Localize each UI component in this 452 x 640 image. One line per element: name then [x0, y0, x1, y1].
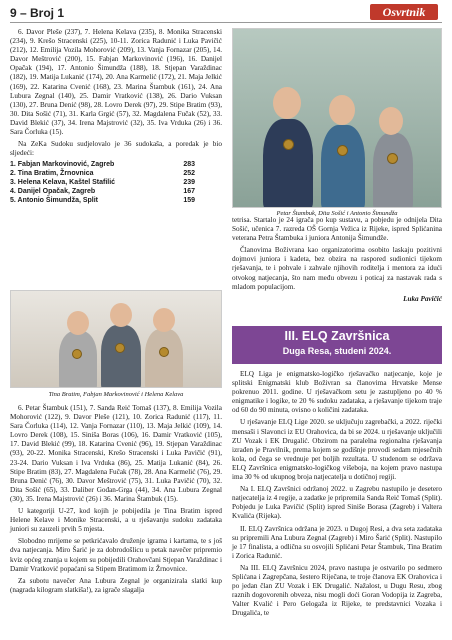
magazine-logo: Osvrtnik — [370, 4, 438, 20]
header-divider — [10, 22, 442, 23]
page-number: 9 – Broj 1 — [10, 6, 65, 20]
section-title-box — [232, 326, 442, 364]
tetris-intro-paragraph: Za subotu navečer Ana Lubura Zegnal je organizirala slatki kup (nagrada kilogram slatkiša!), za igrače slagalja — [10, 576, 222, 594]
winners-photo — [10, 290, 222, 388]
tetris-paragraph: tetrisa. Startalo je 24 igrača po kup sustavu, a pobjedu je odnijela Dita Sošić, učenica 7. razreda OŠ Gornja Vežica iz Rijeke, ispred Splićanina veterana Petra Štambuka i juniora Antonija Šimundže. — [232, 216, 442, 243]
ranking-row: 4. Danijel Opačak, Zagreb 167 — [10, 187, 195, 195]
sudoku-intro: Na ZeKa Sudoku sudjelovalo je 36 sudokaša, a poredak je bio sljedeći: — [10, 140, 222, 158]
junior-paragraph: U kategoriji U-27, kod kojih je pobijedila je Tina Bratim ispred Helene Kelave i Monike Stracenski, a u rješavanju sudoku zadataka juniori su zauzeli prvih 5 mjesta. — [10, 507, 222, 534]
ranking-row: 2. Tina Bratim, Žrnovnica 252 — [10, 170, 195, 178]
tetris-winners-photo — [232, 28, 442, 208]
right-column-upper — [232, 216, 442, 304]
page-header — [0, 0, 452, 24]
ranking-row: 5. Antonio Šimundža, Split 159 — [10, 196, 195, 204]
winners-photo-caption: Tina Bratim, Fabjan Markovinović i Helena Kelava — [48, 391, 184, 398]
left-column-upper — [10, 28, 222, 209]
social-paragraph: Slobodno mrijeme se petkrićavalo druženje igrama i kartama, te s još dva natjecanja. Miro Šarić je za dobrodošlicu u petak navečer pripremio kviz općeg znanja u kojem su pobijedili Orahovčani Stjepan Varaždinac i Damir Vratković popaćani sa Stipem Bratimom iz Žrnovnice. — [10, 537, 222, 573]
section-subtitle: Duga Resa, studeni 2024. — [282, 346, 392, 356]
right-column-lower — [232, 370, 442, 621]
organizer-paragraph: Članovima Boživrana kao organizatorima osobito laskaju pozitivni dojmovi juniora i kadeta, bez obzira na raspored sudionici tijekom rješavanja, te i pohvale i zahvale njihovih roditelja i mentora za idući otvokog natjecanja, što nam među obvezu i poticaj za nastavak rada s mladom populacijom. — [232, 246, 442, 291]
tetris-photo-caption: Petar Štambuk, Dita Sošić i Antonio Šimundža — [276, 210, 398, 217]
elq-history-paragraph: U rješavanje ELQ Lige 2020. se uključuju zagrebački, a 2022. riječki mensaši i Slavonci iz EU Orahovica, da bi se 2024. u rješavanje uključili ZU Vozak i EK Drugalić. Obzirom na paralelna regionalna rješavanja izrađen je Pravilnik, prema kojem se godišnje provodi sedam mjesečnih kola, od čega se vrednuje pet boljih rezultata. U studenom se održava ELQ Završnica enigmatsko-logičkog višeboja, na kojem pravo nastupa ima 30 % od ukupnog broja natjecatelja u dotičnoj regiji. — [232, 418, 442, 482]
ranking-row: 3. Helena Kelava, Kaštel Stafilić 239 — [10, 178, 195, 186]
elq-third-final-paragraph: Na III. ELQ Završnicu 2024, pravo nastupa je ostvarilo po sedmero Splićana i Zagrepčana, šestero Riječana, te troje članova EK Orahovica i po jedan član ZU Vozak i EK Drugalić. Nažalost, u Dugu Resu, zbog raznih dogovorenih obveza, nisu mogli doći Goran Vodopija iz Zagreba, Valter Kvalić i Pero Gelogaža iz Rijeke, te predstavnici Vozaka i Drugalića, te — [232, 563, 442, 618]
section-title: III. ELQ Završnica — [284, 329, 390, 343]
left-column-lower — [10, 404, 222, 598]
results-paragraph-1: 6. Davor Pleše (237), 7. Helena Kelava (235), 8. Monika Stracenski (234), 9. Krešo Stracenski (225), 10-11. Zorica Radunić i Luka Pavičić (212), 12. Emilija Vozila Mohorović (209), 13. Vanja Fornazar (205), 14. Davor Meštrović (200), 15. Fabjan Markovinović (196), 16. Danijel Opačak (194), 17. Antonio Šimundža (188), 18. Stjepan Varaždinac (182), 19. Matija Lukanić (174), 20. Ana Karmelić (172), 21. Maja Jelkić (169), 22. Katarina Cvenić (168), 23. Marina Štambuk (161), 24. Ana Lubura Zegnal (140), 25. Damir Vratković (138), 26. Dario Vuksan (130), 27. Bruna Denić (98), 28. Lovro Derek (97), 29. Stipe Bratim (93), 30. Dita Sošić (71), 31. Karla Grgić (57), 32. Magdalena Fučak (52), 33. David Blekić (37), 34. Irena Majstrović (32), 35. Iva Vrduka (26) i 36. Sara Čorluka (15). — [10, 28, 222, 137]
ranking-row: 1. Fabjan Markovinović, Zagreb 283 — [10, 161, 195, 169]
elq-intro-paragraph: ELQ Liga je enigmatsko-logičko rješavačko natjecanje, koje je splitski Enigmatski klub Boživran sa članovima Hrvatske Mense pokrenuo 2011. godine. U rješavačkom setu je zastupljeno po 40 % enigmatike i logike, te 20 % sudoku zadataka, a rješavanje tijekom traje od 60 do 90 minuta, ovisno o količini zadataka. — [232, 370, 442, 415]
article-author: Luka Pavičić — [403, 294, 442, 303]
elq-second-final-paragraph: II. ELQ Završnica održana je 2023. u Dugoj Resi, a dva seta zadataka su pripremili Ana Lubura Zegnal (Zagreb) i Miro Šarić (Split). Nastupilo je 17 finalista, a odlična su osvojili Splićani Petar Štambuk, Tina Bratim i Zorica Radunić. — [232, 524, 442, 560]
results-paragraph-2: 6. Petar Štambuk (151), 7. Sanda Reić Tomaš (137), 8. Emilija Vozila Mohorović (122), 9. Davor Pleše (121), 10. Zorica Radunić (117), 11. Sara Čorluka (114), 12. Vanja Fornazar (110), 13. Maja Jelkić (109), 14. Lovro Derek (108), 15. Siniša Boras (106), 16. Damir Vratković (105), 17. David Blekić (99), 18. Katarina Cvenić (96), 19. Stjepan Varaždinac (93), 20-22. Monika Stracenski, Krešo Stracenski i Luka Pavičić (91), 23-24. Dario Vuksan i Iva Vrduka (86), 25. Matija Lukanić (84), 26. Stipe Bratim (83), 27. Magdalena Fučak (78), 28. Ana Karmelić (76), 29. Bruna Denić (76), 30. Davor Meštrović (75), 31. Luka Pavičić (70), 32. Dita Sošić (65), 33. Daliber Gođan-Grga (44), 34. Ana Lubura Zegnal (30), 35. Irena Majstrović (26) i 36. Marina Štambuk (15). — [10, 404, 222, 503]
elq-first-final-paragraph: Na I. ELQ Završnici održanoj 2022. u Zagrebu nastupilo je desetero natjecatelja iz 4 regije, a zadatke je pripremila Sanda Reić Tomaš (Split). Pobjedu je Luka Pavičić (Split) ispred Siniše Borasa (Zagreb) i Valtera Kvalića (Rijeka). — [232, 485, 442, 521]
sudoku-ranking — [10, 161, 222, 205]
